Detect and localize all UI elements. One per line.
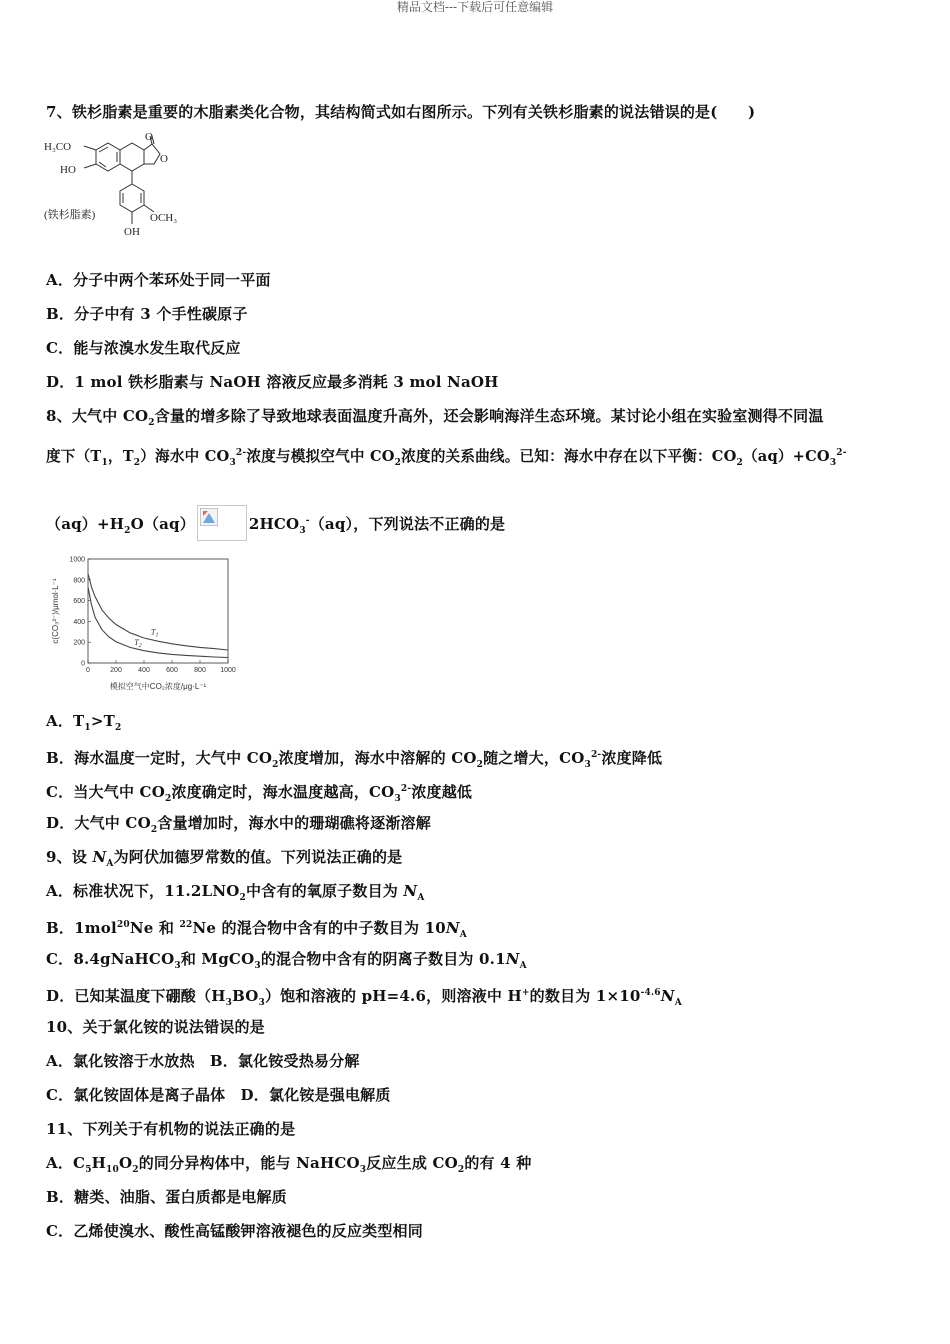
y-axis-label: c(CO₃²⁻)/μmol·L⁻¹ bbox=[51, 578, 60, 644]
series-line-t1 bbox=[88, 574, 228, 650]
label-oh: OH bbox=[124, 226, 140, 238]
y-tick-label: 400 bbox=[73, 618, 85, 626]
x-tick-label: 400 bbox=[138, 667, 150, 674]
x-tick-label: 1000 bbox=[220, 667, 236, 674]
q8-stem-line3: $(aq)+H_2O(aq)$ $2HCO_3^-(aq)$，下列说法不正确的是 bbox=[46, 505, 505, 541]
q9-option-b: B．1mol$^{20}$Ne 和 $^{22}$Ne 的混合物中含有的中子数目为 $10N_A$ bbox=[46, 919, 467, 940]
co3-concentration-chart bbox=[50, 553, 250, 697]
x-tick-label: 800 bbox=[194, 667, 206, 674]
q11-stem: 11、下列关于有机物的说法正确的是 bbox=[46, 1120, 296, 1138]
q7-option-d: D．1 mol 铁杉脂素与 NaOH 溶液反应最多消耗 3 mol NaOH bbox=[46, 373, 499, 391]
label-och3: OCH₃ bbox=[150, 212, 178, 224]
q9-option-a: A．标准状况下，$11.2LNO_2$中含有的氧原子数目为 $N_A$ bbox=[46, 882, 425, 903]
q11-option-b: B．糖类、油脂、蛋白质都是电解质 bbox=[46, 1188, 287, 1206]
y-tick-label: 800 bbox=[73, 577, 85, 585]
x-axis-label: 模拟空气中CO₂浓度/μg·L⁻¹ bbox=[109, 682, 207, 691]
chart-svg bbox=[50, 553, 250, 693]
q7-option-c: C．能与浓溴水发生取代反应 bbox=[46, 339, 241, 357]
q9-option-d: D．已知某温度下硼酸$(H_3BO_3)$饱和溶液的 pH=4.6，则溶液中 H+的数目为 $1\times 10^{-4.6}N_A$ bbox=[46, 987, 682, 1008]
label-carbonyl-o: O bbox=[145, 132, 153, 143]
q10-options-ab: A．氯化铵溶于水放热 B．氯化铵受热易分解 bbox=[46, 1052, 360, 1070]
y-tick-label: 1000 bbox=[69, 556, 85, 564]
q7-option-b: B．分子中有 3 个手性碳原子 bbox=[46, 305, 248, 323]
series-label-t2: $T_2$ bbox=[134, 637, 142, 649]
q8-stem-line2: 度下（$T_1$，$T_2$）海水中 $CO_3^{2-}$浓度与模拟空气中 $CO_2$浓度的关系曲线。已知：海水中存在以下平衡：$CO_2(aq)+CO_3^{2-}$ bbox=[46, 447, 847, 468]
label-ho: HO bbox=[60, 164, 76, 176]
page-header: 精品文档---下载后可任意编辑 bbox=[396, 0, 554, 14]
q10-stem: 10、关于氯化铵的说法错误的是 bbox=[46, 1018, 265, 1036]
series-label-t1: $T_1$ bbox=[151, 627, 159, 639]
plot-frame bbox=[88, 559, 228, 663]
q9-option-c: C．8.4gNaHCO$_3$和 MgCO$_3$的混合物中含有的阴离子数目为 $0.1N_A$ bbox=[46, 950, 527, 971]
q11-option-c: C．乙烯使溴水、酸性高锰酸钾溶液褪色的反应类型相同 bbox=[46, 1222, 423, 1240]
q8-option-c: C．当大气中 $CO_2$浓度确定时，海水温度越高，$CO_3^{2-}$浓度越低 bbox=[46, 783, 473, 804]
x-tick-label: 0 bbox=[86, 667, 90, 674]
x-tick-label: 200 bbox=[110, 667, 122, 674]
tsugacetin-structure bbox=[44, 132, 184, 246]
label-ring-o: O bbox=[160, 153, 168, 165]
y-tick-label: 0 bbox=[81, 660, 85, 668]
series-line-t2 bbox=[88, 587, 228, 657]
q8-option-b: B．海水温度一定时，大气中 $CO_2$浓度增加，海水中溶解的 $CO_2$随之增大，$CO_3^{2-}$浓度降低 bbox=[46, 749, 663, 770]
label-h3co: H₃CO bbox=[44, 141, 72, 153]
q11-option-a: A．$C_5H_{10}O_2$的同分异构体中，能与 NaHCO$_3$反应生成 $CO_2$的有 4 种 bbox=[46, 1154, 532, 1175]
q7-option-a: A．分子中两个苯环处于同一平面 bbox=[46, 271, 271, 289]
q7-stem: 7、铁杉脂素是重要的木脂素类化合物，其结构简式如右图所示。下列有关铁杉脂素的说法错误的是( ) bbox=[46, 103, 756, 121]
q10-options-cd: C．氯化铵固体是离子晶体 D．氯化铵是强电解质 bbox=[46, 1086, 391, 1104]
q8-option-a: A．$T_1>T_2$ bbox=[46, 712, 122, 733]
y-tick-label: 200 bbox=[73, 639, 85, 647]
y-tick-label: 600 bbox=[73, 598, 85, 606]
x-tick-label: 600 bbox=[166, 667, 178, 674]
equilibrium-arrow-image bbox=[197, 505, 247, 541]
q9-stem: 9、设 $N_A$为阿伏加德罗常数的值。下列说法正确的是 bbox=[46, 848, 403, 869]
q8-option-d: D．大气中 $CO_2$含量增加时，海水中的珊瑚礁将逐渐溶解 bbox=[46, 814, 431, 835]
q8-stem-line1: 8、大气中 $CO_2$含量的增多除了导致地球表面温度升高外，还会影响海洋生态环境。某讨论小组在实验室测得不同温 bbox=[46, 407, 824, 428]
label-compound-name: (铁杉脂素) bbox=[44, 209, 96, 221]
